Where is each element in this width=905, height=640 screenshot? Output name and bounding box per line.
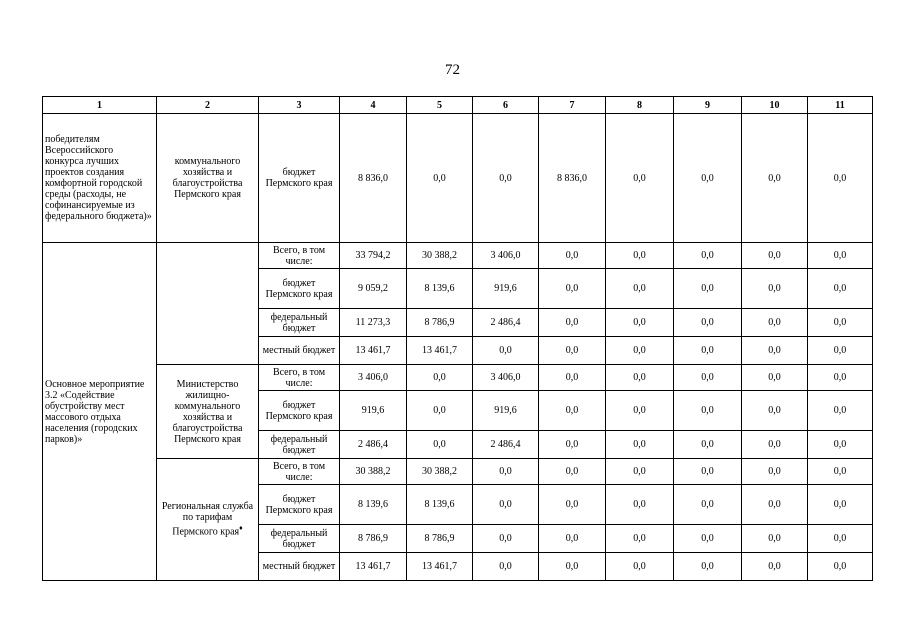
value-cell: 0,0 — [674, 337, 742, 365]
value-cell: 0,0 — [742, 243, 808, 269]
value-cell: 13 461,7 — [407, 553, 473, 581]
value-cell: 13 461,7 — [340, 337, 407, 365]
value-cell: 8 139,6 — [407, 269, 473, 309]
value-cell: 919,6 — [340, 391, 407, 431]
value-cell: 0,0 — [808, 485, 873, 525]
value-cell: 0,0 — [808, 391, 873, 431]
value-cell: 0,0 — [808, 365, 873, 391]
value-cell: 0,0 — [606, 431, 674, 459]
value-cell: 0,0 — [742, 365, 808, 391]
column-header: 5 — [407, 97, 473, 114]
value-cell: 0,0 — [606, 459, 674, 485]
table-row — [43, 114, 873, 243]
column-header: 10 — [742, 97, 808, 114]
value-cell: 3 406,0 — [473, 365, 539, 391]
executor-cell — [157, 459, 259, 581]
value-cell: 0,0 — [742, 337, 808, 365]
budget-table — [42, 96, 873, 581]
value-cell: 0,0 — [539, 459, 606, 485]
value-cell: 3 406,0 — [340, 365, 407, 391]
value-cell: 8 139,6 — [407, 485, 473, 525]
value-cell: 0,0 — [407, 365, 473, 391]
value-cell: 2 486,4 — [473, 431, 539, 459]
value-cell: 0,0 — [473, 553, 539, 581]
value-cell: 0,0 — [539, 337, 606, 365]
value-cell: 33 794,2 — [340, 243, 407, 269]
budget-source-cell: бюджет Пермского края — [259, 269, 340, 309]
value-cell: 0,0 — [808, 243, 873, 269]
value-cell: 0,0 — [674, 431, 742, 459]
value-cell: 0,0 — [606, 553, 674, 581]
value-cell: 0,0 — [674, 365, 742, 391]
budget-source-cell: Всего, в том числе: — [259, 459, 340, 485]
column-header: 6 — [473, 97, 539, 114]
value-cell: 13 461,7 — [340, 553, 407, 581]
value-cell: 0,0 — [606, 365, 674, 391]
value-cell: 0,0 — [808, 114, 873, 243]
value-cell: 0,0 — [539, 525, 606, 553]
value-cell: 2 486,4 — [473, 309, 539, 337]
value-cell: 0,0 — [539, 553, 606, 581]
value-cell: 0,0 — [473, 525, 539, 553]
value-cell: 0,0 — [674, 243, 742, 269]
budget-source-cell: местный бюджет — [259, 553, 340, 581]
value-cell: 0,0 — [674, 269, 742, 309]
value-cell: 11 273,3 — [340, 309, 407, 337]
value-cell: 30 388,2 — [340, 459, 407, 485]
value-cell: 0,0 — [606, 525, 674, 553]
header-row — [43, 97, 873, 114]
value-cell: 0,0 — [539, 269, 606, 309]
value-cell: 0,0 — [606, 391, 674, 431]
value-cell: 8 139,6 — [340, 485, 407, 525]
value-cell: 0,0 — [742, 459, 808, 485]
budget-source-cell: федеральный бюджет — [259, 309, 340, 337]
executor-name: Министерство жилищно-коммунального хозяйства и благоустройства Пермского края — [172, 378, 243, 445]
value-cell: 0,0 — [473, 459, 539, 485]
budget-source-cell: Всего, в том числе: — [259, 243, 340, 269]
column-header: 8 — [606, 97, 674, 114]
value-cell: 0,0 — [742, 391, 808, 431]
value-cell: 8 786,9 — [407, 525, 473, 553]
value-cell: 0,0 — [539, 309, 606, 337]
value-cell: 0,0 — [808, 431, 873, 459]
value-cell: 0,0 — [742, 525, 808, 553]
column-header: 1 — [43, 97, 157, 114]
value-cell: 0,0 — [473, 114, 539, 243]
value-cell: 0,0 — [674, 114, 742, 243]
value-cell: 0,0 — [606, 485, 674, 525]
value-cell: 0,0 — [808, 459, 873, 485]
budget-source-cell: бюджет Пермского края — [259, 114, 340, 243]
column-header: 2 — [157, 97, 259, 114]
value-cell: 0,0 — [473, 485, 539, 525]
executor-cell — [157, 243, 259, 365]
value-cell: 0,0 — [674, 459, 742, 485]
executor-cell: коммунального хозяйства и благоустройства Пермского края — [157, 114, 259, 243]
value-cell: 0,0 — [674, 309, 742, 337]
value-cell: 0,0 — [539, 391, 606, 431]
budget-source-cell: федеральный бюджет — [259, 431, 340, 459]
value-cell: 0,0 — [742, 485, 808, 525]
value-cell: 0,0 — [606, 114, 674, 243]
table-row — [43, 459, 873, 485]
budget-source-cell: федеральный бюджет — [259, 525, 340, 553]
page-number: 72 — [445, 62, 460, 78]
value-cell: 0,0 — [742, 553, 808, 581]
value-cell: 0,0 — [674, 553, 742, 581]
value-cell: 0,0 — [539, 431, 606, 459]
measure-cell: победителям Всероссийского конкурса лучших проектов создания комфортной городской среды (расходы, не софинансируемые из федерального бюджета)» — [43, 114, 157, 243]
budget-source-cell: бюджет Пермского края — [259, 391, 340, 431]
value-cell: 13 461,7 — [407, 337, 473, 365]
value-cell: 8 836,0 — [340, 114, 407, 243]
executor-name: Региональная служба по тарифам Пермского края — [161, 501, 254, 538]
measure-cell: Основное мероприятие 3.2 «Содействие обустройству мест массового отдыха населения (городских парков)» — [43, 243, 157, 581]
value-cell: 8 786,9 — [340, 525, 407, 553]
value-cell: 0,0 — [808, 269, 873, 309]
value-cell: 0,0 — [808, 553, 873, 581]
value-cell: 0,0 — [539, 365, 606, 391]
value-cell: 0,0 — [742, 114, 808, 243]
value-cell: 9 059,2 — [340, 269, 407, 309]
value-cell: 0,0 — [808, 309, 873, 337]
value-cell: 30 388,2 — [407, 459, 473, 485]
value-cell: 0,0 — [539, 485, 606, 525]
column-header: 7 — [539, 97, 606, 114]
value-cell: 0,0 — [407, 431, 473, 459]
budget-source-cell: местный бюджет — [259, 337, 340, 365]
value-cell: 0,0 — [742, 431, 808, 459]
budget-source-cell: бюджет Пермского края — [259, 485, 340, 525]
value-cell: 0,0 — [742, 269, 808, 309]
value-cell: 8 836,0 — [539, 114, 606, 243]
value-cell: 0,0 — [606, 243, 674, 269]
value-cell: 0,0 — [473, 337, 539, 365]
value-cell: 0,0 — [742, 309, 808, 337]
value-cell: 0,0 — [808, 337, 873, 365]
value-cell: 919,6 — [473, 391, 539, 431]
value-cell: 0,0 — [606, 269, 674, 309]
value-cell: 0,0 — [606, 337, 674, 365]
column-header: 9 — [674, 97, 742, 114]
budget-source-cell: Всего, в том числе: — [259, 365, 340, 391]
value-cell: 8 786,9 — [407, 309, 473, 337]
footnote-mark: ♦ — [239, 524, 243, 533]
value-cell: 0,0 — [606, 309, 674, 337]
column-header: 4 — [340, 97, 407, 114]
column-header: 11 — [808, 97, 873, 114]
value-cell: 2 486,4 — [340, 431, 407, 459]
column-header: 3 — [259, 97, 340, 114]
value-cell: 30 388,2 — [407, 243, 473, 269]
value-cell: 0,0 — [674, 485, 742, 525]
value-cell: 0,0 — [674, 391, 742, 431]
value-cell: 919,6 — [473, 269, 539, 309]
table-row — [43, 365, 873, 391]
value-cell: 0,0 — [674, 525, 742, 553]
value-cell: 0,0 — [539, 243, 606, 269]
executor-cell — [157, 365, 259, 459]
value-cell: 0,0 — [407, 114, 473, 243]
value-cell: 3 406,0 — [473, 243, 539, 269]
value-cell: 0,0 — [808, 525, 873, 553]
value-cell: 0,0 — [407, 391, 473, 431]
table-row — [43, 243, 873, 269]
